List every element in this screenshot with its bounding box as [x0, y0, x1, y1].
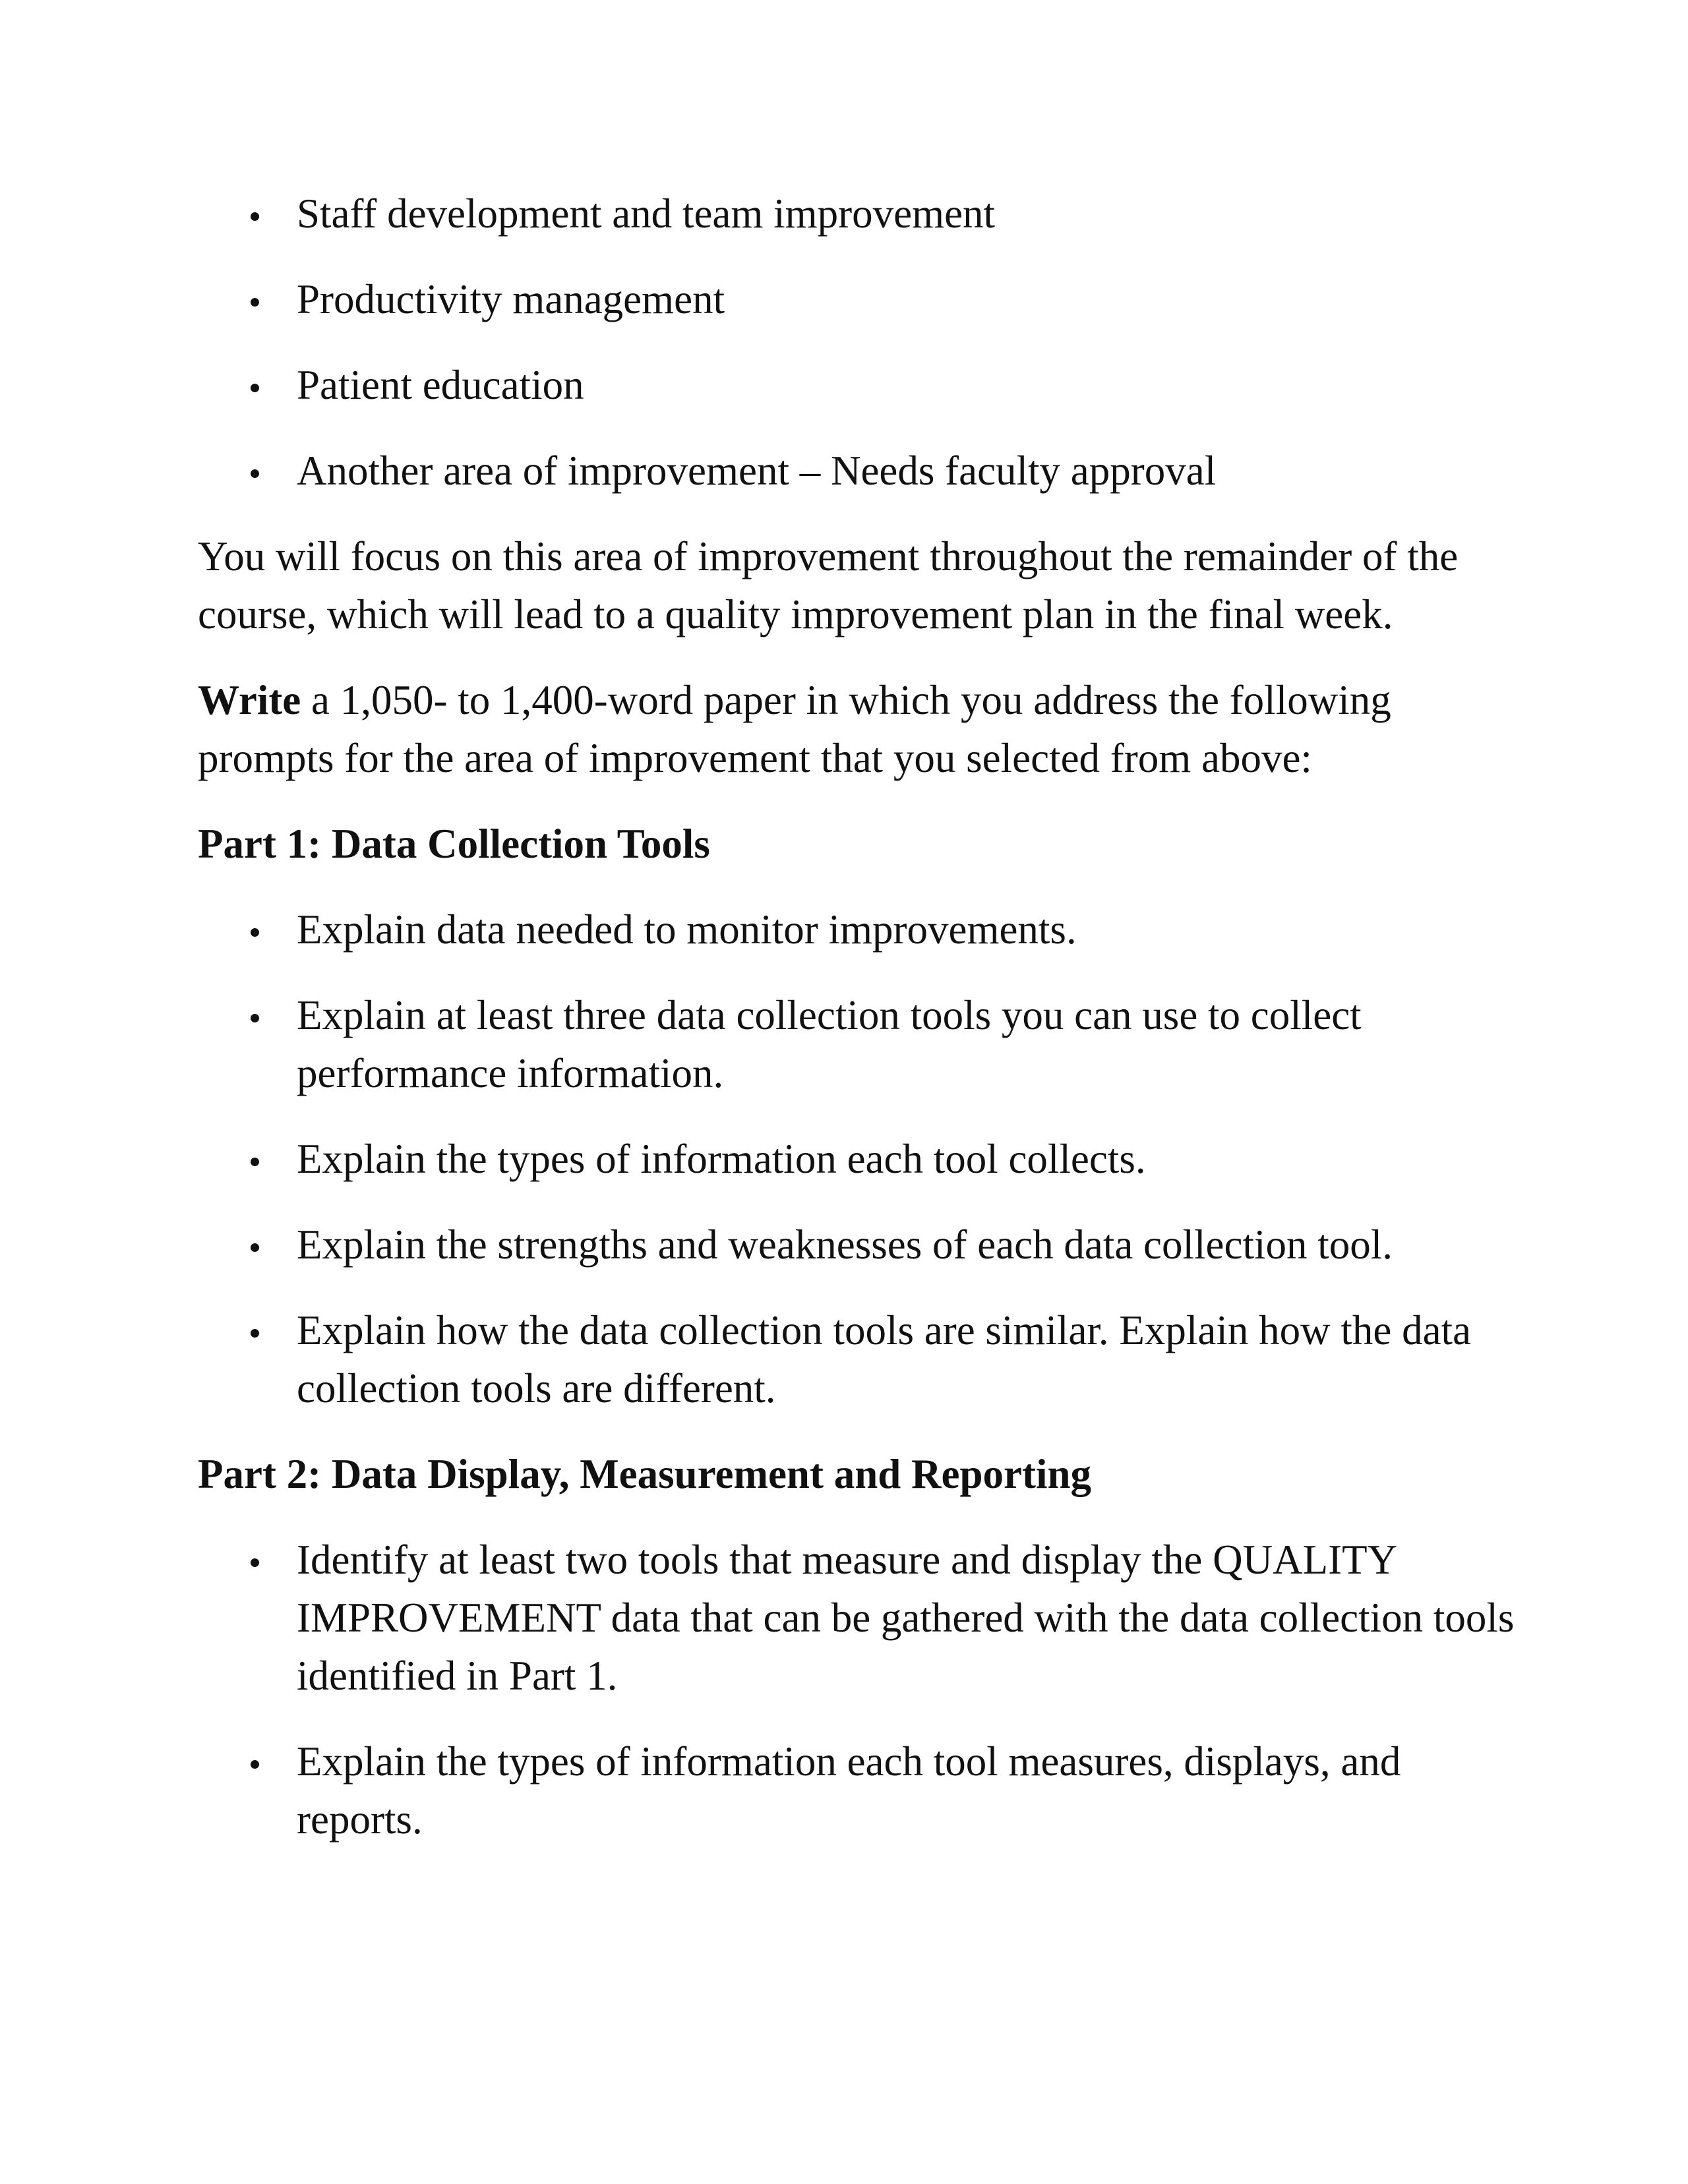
document-page	[198, 185, 1517, 1876]
list-item: Patient education	[198, 356, 1517, 414]
part2-list	[198, 1531, 1517, 1848]
list-item: Staff development and team improvement	[198, 185, 1517, 243]
part1-heading: Part 1: Data Collection Tools	[198, 821, 710, 867]
improvement-areas-list	[198, 185, 1517, 500]
list-item: Productivity management	[198, 270, 1517, 328]
list-item: Identify at least two tools that measure and display the QUALITY IMPROVEMENT data that can be gathered with the data collection tools identified in Part 1.	[198, 1531, 1517, 1705]
list-item: Explain data needed to monitor improvements.	[198, 900, 1517, 959]
part2-heading: Part 2: Data Display, Measurement and Reporting	[198, 1451, 1091, 1497]
instructions-lead: Write	[198, 677, 301, 723]
list-item: Explain at least three data collection tools you can use to collect performance information.	[198, 986, 1517, 1102]
list-item: Explain the strengths and weaknesses of each data collection tool.	[198, 1216, 1517, 1274]
list-item: Explain the types of information each tool collects.	[198, 1130, 1517, 1188]
list-item: Explain the types of information each tool measures, displays, and reports.	[198, 1732, 1517, 1848]
list-item: Another area of improvement – Needs faculty approval	[198, 442, 1517, 500]
instructions-text: a 1,050- to 1,400-word paper in which you address the following prompts for the area of improvement that you selected from above:	[198, 677, 1391, 781]
part1-list	[198, 900, 1517, 1417]
list-item: Explain how the data collection tools are similar. Explain how the data collection tools are different.	[198, 1301, 1517, 1417]
instructions-paragraph	[198, 671, 1517, 787]
focus-paragraph: You will focus on this area of improvement throughout the remainder of the course, which will lead to a quality improvement plan in the final week.	[198, 533, 1459, 637]
